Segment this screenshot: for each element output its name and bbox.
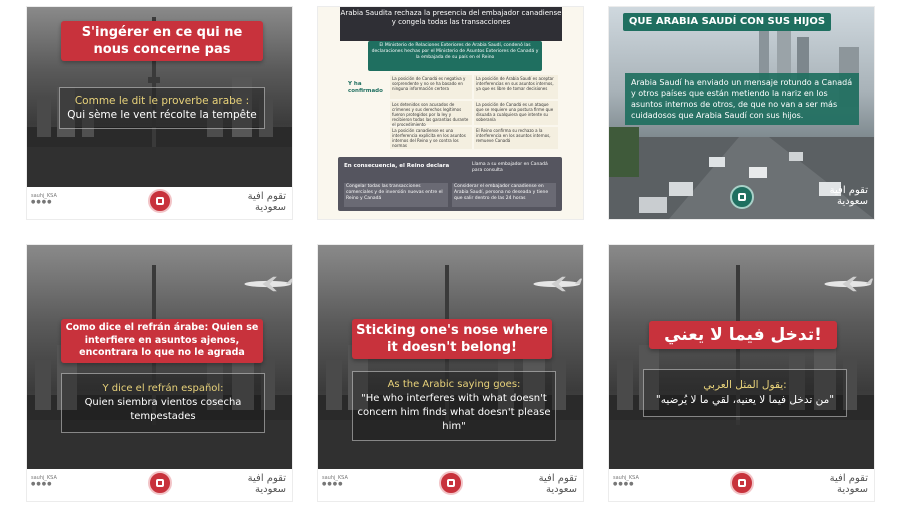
account-handle: sauhj_KSA ●●●●	[31, 475, 57, 487]
post-1[interactable]	[26, 6, 293, 220]
post-4[interactable]	[26, 244, 293, 502]
consequence-label: En consecuencia, el Reino declara	[344, 163, 450, 169]
quote-box	[61, 373, 265, 433]
brand-wordmark: تقوم افية سعودية	[247, 191, 286, 213]
logo-icon	[730, 185, 754, 209]
quote-text: Quien siembra vientos cosecha tempestades	[84, 397, 242, 422]
brand-wordmark: تقوم افية سعودية	[247, 473, 286, 495]
headline-banner: Sticking one's nose where it doesn't belong!	[352, 319, 552, 359]
headline-banner: !تدخل فيما لا يعني	[649, 321, 837, 349]
infographic-header: Arabia Saudita rechaza la presencia del embajador canadiense y congela todas las transacciones	[340, 7, 562, 41]
info-cell: La posición de Arabia Saudí es aceptar interferencias en sus asuntos internos, ya que es libre de tomar decisiones	[474, 75, 558, 99]
logo-icon	[439, 471, 463, 495]
info-cell: El Reino confirma su rechazo a la interferencia en los asuntos internos, remueve Canadá	[474, 127, 558, 149]
brand-wordmark: تقوم افية سعودية	[829, 473, 868, 495]
quote-box	[643, 369, 847, 417]
post-3[interactable]	[608, 6, 875, 220]
consequence-cell: Considerar el embajador canadiense en Arabia Saudí, persona no deseada y tiene que salir dentro de las 24 horas	[452, 183, 556, 207]
airplane-icon	[237, 275, 293, 293]
quote-text: "من تدخل فيما لا يعنيه، لقي ما لا يُرضيه"	[655, 394, 835, 406]
post-footer	[609, 469, 874, 501]
post-footer	[27, 469, 292, 501]
account-handle: sauhj_KSA ●●●●	[322, 475, 348, 487]
brand-wordmark: تقوم افية سعودية	[538, 473, 577, 495]
logo-icon	[148, 471, 172, 495]
message-box: Arabia Saudí ha enviado un mensaje rotundo a Canadá y otros países que están metiendo la nariz en los asuntos internos de otros, de que no van a ser más cuidadosos que Arabia Saudí con sus hijos.	[625, 73, 859, 125]
quote-text: "He who interferes with what doesn't concern him finds what doesn't please him"	[357, 393, 551, 432]
quote-box	[59, 87, 265, 129]
infographic-banner: El Ministerio de Relaciones Exteriores de Arabia Saudí, condenó las declaraciones hechas por el Ministerio de Asuntos Exteriores de Canadá y la embajada de su país en el Reino	[368, 41, 542, 71]
row-label: Y ha confirmado	[348, 81, 383, 94]
brand-wordmark: تقوم افية سعودية	[829, 185, 868, 207]
post-6[interactable]	[608, 244, 875, 502]
airplane-icon	[526, 275, 584, 293]
post-5[interactable]	[317, 244, 584, 502]
info-cell: La posición de Canadá es un ataque que se requiere una postura firme que disuada a cualquiera que intente su soberanía	[474, 101, 558, 125]
logo-icon	[148, 189, 172, 213]
headline-banner: QUE ARABIA SAUDÍ CON SUS HIJOS	[623, 13, 831, 31]
airplane-icon	[817, 275, 875, 293]
quote-intro: :يقول المثل العربي	[703, 379, 787, 391]
quote-intro: Y dice el refrán español:	[102, 383, 224, 394]
consequence-panel	[338, 157, 562, 211]
quote-box	[352, 371, 556, 441]
consequence-cell: Congelar todas las transacciones comerciales y de inversión nuevas entre el Reino y Canadá	[344, 183, 448, 207]
quote-intro: Comme le dit le proverbe arabe :	[74, 95, 250, 107]
quote-text: Qui sème le vent récolte la tempête	[67, 109, 257, 121]
post-footer	[318, 469, 583, 501]
account-handle: sauhj_KSA ●●●●	[31, 193, 57, 205]
quote-intro: As the Arabic saying goes:	[387, 379, 521, 390]
post-footer	[27, 187, 292, 219]
headline-banner: S'ingérer en ce qui ne nous concerne pas	[61, 21, 263, 61]
info-cell: La posición canadiense es una interferencia explícita en los asuntos internos del Reino y se contra los normas	[390, 127, 472, 149]
logo-icon	[730, 471, 754, 495]
consequence-side: Llama a su embajador en Canadá para consulta	[472, 162, 548, 173]
post-2[interactable]	[317, 6, 584, 220]
account-handle: sauhj_KSA ●●●●	[613, 475, 639, 487]
info-cell: La posición de Canadá es negativa y sorprendente y no se ha basado en ninguna información certera	[390, 75, 472, 99]
info-cell: Los detenidos son acusados de crímenes y sus derechos legítimos fueron protegidos por la ley y recibieron todas las garantías durante el procedimiento	[390, 101, 472, 125]
headline-banner: Como dice el refrán árabe: Quien se interfiere en asuntos ajenos, encontrara lo que no le agrada	[61, 319, 263, 363]
